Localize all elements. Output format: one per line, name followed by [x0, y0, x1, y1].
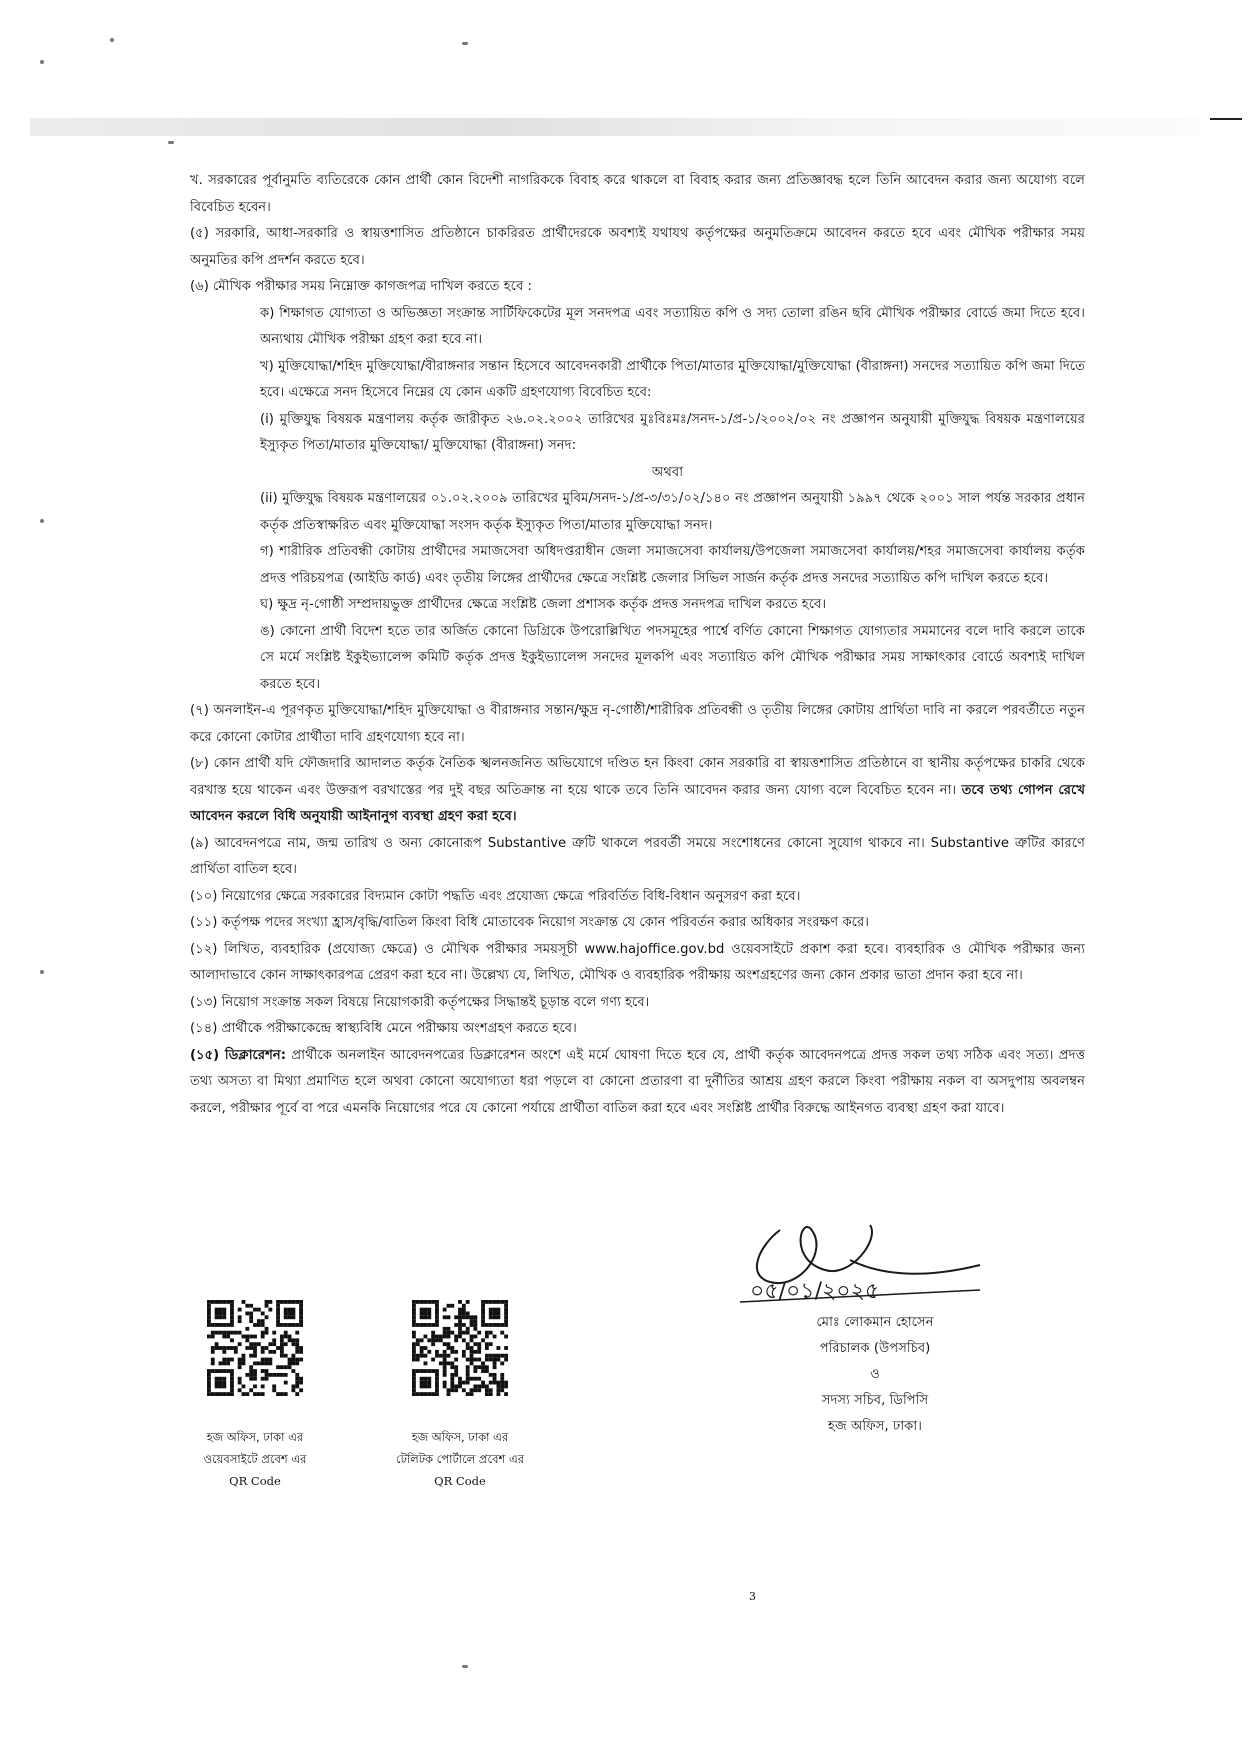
- qr-caption-line1: হজ অফিস, ঢাকা এর: [206, 1430, 304, 1444]
- signature-icon: [730, 1220, 990, 1304]
- scan-speck: [40, 60, 44, 64]
- scan-speck: [110, 38, 114, 42]
- clause-15-text: প্রার্থীকে অনলাইন আবেদনপত্রের ডিক্লারেশন অংশে এই মর্মে ঘোষণা দিতে হবে যে, প্রার্থী কর্তৃক আবেদনপত্রে প্রদত্ত সকল তথ্য সঠিক এবং সত্য। প্রদত্ত তথ্য অসত্য বা মিথ্যা প্রমাণিত হলে অথবা কোনো অযোগ্যতা ধরা পড়লে বা কোনো প্রতারণা বা দুর্নীতির আশ্রয় গ্রহণ করলে কিংবা পরীক্ষায় নকল বা অসদুপায় অবলম্বন করলে, পরীক্ষার পূর্বে বা পরে এমনকি নিয়োগের পরে যে কোনো পর্যায়ে প্রার্থীতা বাতিল করা হবে এবং সংশ্লিষ্ট প্রার্থীর বিরুদ্ধে আইনগত ব্যবস্থা গ্রহণ করা যাবে।: [190, 1047, 1086, 1116]
- signature-block: [710, 1220, 1010, 1440]
- clause-13: (১৩) নিয়োগ সংক্রান্ত সকল বিষয়ে নিয়োগকারী কর্তৃপক্ষের সিদ্ধান্তই চূড়ান্ত বলে গণ্য হবে।: [190, 994, 650, 1010]
- signatory-role: সদস্য সচিব, ডিপিসি: [821, 1393, 929, 1408]
- clause-8: [190, 751, 1085, 831]
- signatory-designation: পরিচালক (উপসচিব): [819, 1341, 931, 1356]
- scan-edge-mark: [1210, 118, 1242, 120]
- scan-shadow-band: [30, 118, 1200, 136]
- clause-11: (১১) কর্তৃপক্ষ পদের সংখ্যা হ্রাস/বৃদ্ধি/বাতিল কিংবা বিধি মোতাবেক নিয়োগ সংক্রান্ত যে কোন পরিবর্তন করার অধিকার সংরক্ষণ করে।: [190, 915, 869, 930]
- scan-speck: [462, 1665, 468, 1668]
- clause-6-kha-i: (i) মুক্তিযুদ্ধ বিষয়ক মন্ত্রণালয় কর্তৃক জারীকৃত ২৬.০২.২০০২ তারিখের মুঃবিঃমঃ/সনদ-১/প্র-১/২০০২/০২ নং প্রজ্ঞাপন অনুযায়ী মুক্তিযুদ্ধ বিষয়ক মন্ত্রণালয়ের ইস্যুকৃত পিতা/মাতার মুক্তিযোদ্ধা/ মুক্তিযোদ্ধা (বীরাঙ্গনা) সনদ:: [260, 411, 1085, 453]
- clause-7: (৭) অনলাইন-এ পূরণকৃত মুক্তিযোদ্ধা/শহিদ মুক্তিযোদ্ধা ও বীরাঙ্গনার সন্তান/ক্ষুদ্র নৃ-গোষ্ঠী/শারীরিক প্রতিবন্ধী ও তৃতীয় লিঙ্গের কোটায় প্রার্থিতা দাবি না করলে পরবর্তীতে নতুন করে কোনো কোটার প্রার্থীতা দাবি গ্রহণযোগ্য হবে না।: [190, 703, 1085, 745]
- qr-caption-line2: টেলিটক পোর্টালে প্রবেশ এর: [395, 1452, 525, 1466]
- page-number: 3: [749, 1590, 756, 1603]
- clause-12: (১২) লিখিত, ব্যবহারিক (প্রযোজ্য ক্ষেত্রে) ও মৌখিক পরীক্ষার সময়সূচী www.hajoffice.gov.bd ওয়েবসাইটে প্রকাশ করা হবে। ব্যবহারিক ও মৌখিক পরীক্ষার জন্য আলাদাভাবে কোন সাক্ষাৎকারপত্র প্রেরণ করা হবে না। উল্লেখ্য যে, লিখিত, মৌখিক ও ব্যবহারিক পরীক্ষায় অংশগ্রহণের জন্য কোন প্রকার ভাতা প্রদান করা হবে না।: [190, 941, 1085, 983]
- clause-6-ga: গ) শারীরিক প্রতিবন্ধী কোটায় প্রার্থীদের সমাজসেবা অধিদপ্তরাধীন জেলা সমাজসেবা কার্যালয়/উপজেলা সমাজসেবা কার্যালয়/শহর সমাজসেবা কার্যালয় কর্তৃক প্রদত্ত পরিচয়পত্র (আইডি কার্ড) এবং তৃতীয় লিঙ্গের প্রার্থীদের ক্ষেত্রে সংশ্লিষ্ট জেলার সিভিল সার্জন কর্তৃক প্রদত্ত সনদের সত্যায়িত কপি দাখিল করতে হবে।: [260, 544, 1085, 586]
- clause-10: (১০) নিয়োগের ক্ষেত্রে সরকারের বিদ্যমান কোটা পদ্ধতি এবং প্রযোজ্য ক্ষেত্রে পরিবর্তিত বিধি-বিধান অনুসরণ করা হবে।: [190, 888, 801, 904]
- signatory-office: হজ অফিস, ঢাকা।: [828, 1419, 922, 1434]
- signatory-conj: ও: [870, 1367, 880, 1382]
- qr-block-teletalk: [385, 1300, 535, 1492]
- clause-5: (৫) সরকারি, আধা-সরকারি ও স্বায়ত্তশাসিত প্রতিষ্ঠানে চাকরিরত প্রার্থীদেরকে অবশ্যই যথাযথ কর্তৃপক্ষের অনুমতিক্রমে আবেদন করতে হবে এবং মৌখিক পরীক্ষার সময় অনুমতির কপি প্রদর্শন করতে হবে।: [190, 226, 1085, 268]
- clause-or: অথবা: [651, 464, 684, 480]
- scan-speck: [462, 42, 468, 45]
- scan-speck: [40, 519, 44, 523]
- clause-8-text: (৮) কোন প্রার্থী যদি ফৌজদারি আদালত কর্তৃক নৈতিক স্খলনজনিত অভিযোগে দণ্ডিত হন কিংবা কোন সরকারি বা স্বায়ত্তশাসিত প্রতিষ্ঠানে বা স্থানীয় কর্তৃপক্ষের চাকরি থেকে বরখাস্ত হয়ে থাকেন এবং উক্তরূপ বরখাস্তের পর দুই বছর অতিক্রান্ত না হয়ে থাকে তবে তিনি আবেদন করার জন্য যোগ্য বলে বিবেচিত হবেন না।: [190, 756, 1085, 798]
- clause-8-bold: তবে তথ্য গোপন রেখে আবেদন করলে বিধি অনুযায়ী আইনানুগ ব্যবস্থা গ্রহণ করা হবে।: [190, 782, 1085, 824]
- scan-speck: [168, 141, 174, 144]
- clause-14: (১৪) প্রার্থীকে পরীক্ষাকেন্দ্রে স্বাস্থ্যবিধি মেনে পরীক্ষায় অংশগ্রহণ করতে হবে।: [190, 1021, 577, 1036]
- clause-9: (৯) আবেদনপত্রে নাম, জন্ম তারিখ ও অন্য কোনোরূপ Substantive ত্রুটি থাকলে পরবর্তী সময়ে সংশোধনের কোনো সুযোগ থাকবে না। Substantive ত্রুটির কারণে প্রার্থিতা বাতিল হবে।: [190, 835, 1085, 877]
- clause-kha: খ. সরকারের পূর্বানুমতি ব্যতিরেকে কোন প্রার্থী কোন বিদেশী নাগরিককে বিবাহ করে থাকলে বা বিবাহ করার জন্য প্রতিজ্ঞাবদ্ধ হলে তিনি আবেদন করার জন্য অযোগ্য বলে বিবেচিত হবেন।: [190, 173, 1085, 215]
- clause-15-label: (১৫) ডিক্লারেশন:: [190, 1047, 287, 1063]
- signature-date: ০৫/০১/২০২৫: [750, 1279, 880, 1304]
- qr-code-icon[interactable]: [207, 1300, 303, 1396]
- clause-6-gha: ঘ) ক্ষুদ্র নৃ-গোষ্ঠী সম্প্রদায়ভুক্ত প্রার্থীদের ক্ষেত্রে সংশ্লিষ্ট জেলা প্রশাসক কর্তৃক প্রদত্ত সনদপত্র দাখিল করতে হবে।: [260, 597, 827, 612]
- document-body: [190, 168, 1085, 1122]
- clause-6: (৬) মৌখিক পরীক্ষার সময় নিম্নোক্ত কাগজপত্র দাখিল করতে হবে :: [190, 279, 532, 294]
- qr-caption-line1: হজ অফিস, ঢাকা এর: [411, 1430, 509, 1444]
- scan-speck: [40, 970, 44, 974]
- qr-code-icon[interactable]: [412, 1300, 508, 1396]
- clause-15: [190, 1043, 1085, 1123]
- clause-6-kha-ii: (ii) মুক্তিযুদ্ধ বিষয়ক মন্ত্রণালয়ের ০১.০২.২০০৯ তারিখের মুবিম/সনদ-১/প্র-৩/৩১/০২/১৪০ নং প্রজ্ঞাপন অনুযায়ী ১৯৯৭ থেকে ২০০১ সাল পর্যন্ত সরকার প্রধান কর্তৃক প্রতিস্বাক্ষরিত এবং মুক্তিযোদ্ধা সংসদ কর্তৃক ইস্যুকৃত পিতা/মাতার মুক্তিযোদ্ধা সনদ।: [260, 491, 1085, 533]
- signatory-name: মোঃ লোকমান হোসেন: [816, 1315, 934, 1330]
- qr-caption-line3: QR Code: [229, 1474, 281, 1488]
- clause-6-kha: খ) মুক্তিযোদ্ধা/শহিদ মুক্তিযোদ্ধা/বীরাঙ্গনার সন্তান হিসেবে আবেদনকারী প্রার্থীকে পিতা/মাতার মুক্তিযোদ্ধা/মুক্তিযোদ্ধা (বীরাঙ্গনা) সনদের সত্যায়িত কপি জমা দিতে হবে। এক্ষেত্রে সনদ হিসেবে নিম্নের যে কোন একটি গ্রহণযোগ্য বিবেচিত হবে:: [260, 358, 1085, 400]
- qr-caption-line3: QR Code: [434, 1474, 486, 1488]
- qr-block-website: [180, 1300, 330, 1492]
- clause-6-ka: ক) শিক্ষাগত যোগ্যতা ও অভিজ্ঞতা সংক্রান্ত সার্টিফিকেটের মূল সনদপত্র এবং সত্যায়িত কপি ও সদ্য তোলা রঙিন ছবি মৌখিক পরীক্ষার বোর্ডে জমা দিতে হবে। অন্যথায় মৌখিক পরীক্ষা গ্রহণ করা হবে না।: [260, 305, 1085, 347]
- qr-caption-line2: ওয়েবসাইটে প্রবেশ এর: [203, 1452, 307, 1466]
- clause-6-umo: ঙ) কোনো প্রার্থী বিদেশ হতে তার অর্জিত কোনো ডিগ্রিকে উপরোল্লিখিত পদসমূহের পার্শ্বে বর্ণিত কোনো শিক্ষাগত যোগ্যতার সমমানের বলে দাবি করলে তাকে সে মর্মে সংশ্লিষ্ট ইকুইভ্যালেন্স কমিটি কর্তৃক প্রদত্ত ইকুইভ্যালেন্স সনদের মূলকপি এবং সত্যায়িত কপি মৌখিক পরীক্ষার সময় সাক্ষাৎকার বোর্ডে অবশ্যই দাখিল করতে হবে।: [260, 623, 1085, 692]
